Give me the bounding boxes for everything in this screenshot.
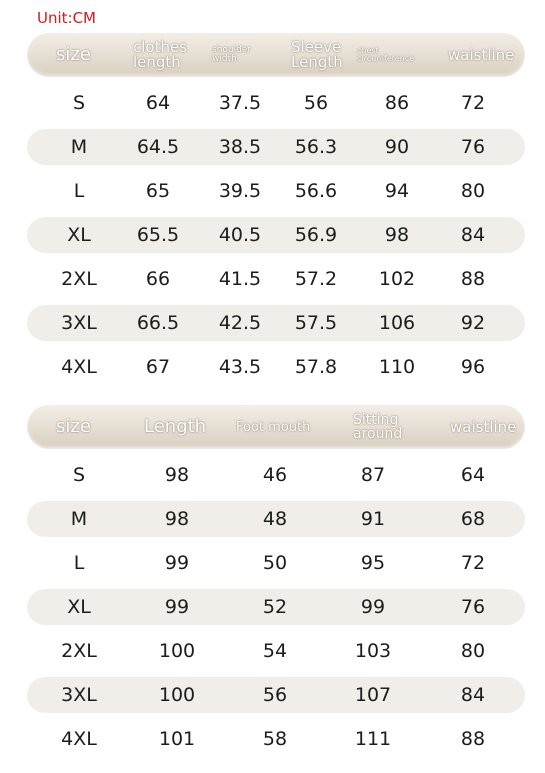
- measurement-cell: 56: [303, 92, 329, 114]
- measurement-cell: 98: [164, 508, 190, 530]
- table-row: [27, 589, 525, 625]
- measurement-cell: 84: [460, 684, 486, 706]
- measurement-cell: 76: [460, 136, 486, 158]
- measurement-cell: 90: [384, 136, 410, 158]
- measurement-cell: 91: [360, 508, 386, 530]
- measurement-cell: 72: [460, 92, 486, 114]
- top-table-header: [27, 33, 525, 77]
- table-row: [27, 677, 525, 713]
- bottom-table-rows: [27, 457, 525, 757]
- measurement-cell: 68: [460, 508, 486, 530]
- unit-label: Unit:CM: [37, 9, 97, 27]
- measurement-cell: 43.5: [218, 356, 262, 378]
- measurement-cell: 94: [384, 180, 410, 202]
- measurement-cell: 56.6: [294, 180, 338, 202]
- measurement-cell: 98: [384, 224, 410, 246]
- size-cell: L: [73, 180, 85, 202]
- measurement-cell: 101: [158, 728, 196, 750]
- table-row: [27, 501, 525, 537]
- size-cell: XL: [67, 596, 91, 618]
- bottom-table-header: [27, 405, 525, 449]
- measurement-cell: 66: [145, 268, 171, 290]
- table-row: [27, 633, 525, 669]
- measurement-cell: 100: [158, 640, 196, 662]
- size-cell: XL: [67, 224, 91, 246]
- measurement-cell: 99: [360, 596, 386, 618]
- measurement-cell: 106: [378, 312, 416, 334]
- header-waistline: waistline: [450, 417, 517, 436]
- measurement-cell: 92: [460, 312, 486, 334]
- measurement-cell: 58: [262, 728, 288, 750]
- measurement-cell: 38.5: [218, 136, 262, 158]
- measurement-cell: 56.3: [294, 136, 338, 158]
- header-length: Length: [144, 416, 207, 437]
- measurement-cell: 41.5: [218, 268, 262, 290]
- measurement-cell: 50: [262, 552, 288, 574]
- size-cell: 2XL: [61, 640, 97, 662]
- table-row: [27, 349, 525, 385]
- table-row: [27, 173, 525, 209]
- measurement-cell: 96: [460, 356, 486, 378]
- measurement-cell: 56: [262, 684, 288, 706]
- measurement-cell: 67: [145, 356, 171, 378]
- measurement-cell: 72: [460, 552, 486, 574]
- header-size: size: [56, 44, 91, 65]
- measurement-cell: 95: [360, 552, 386, 574]
- size-cell: M: [70, 508, 88, 530]
- size-cell: 4XL: [61, 728, 97, 750]
- header-sleeve-length: Sleeve Length: [291, 38, 343, 71]
- measurement-cell: 80: [460, 180, 486, 202]
- table-row: [27, 305, 525, 341]
- top-table-rows: [27, 85, 525, 385]
- size-cell: L: [73, 552, 85, 574]
- measurement-cell: 54: [262, 640, 288, 662]
- header-waistline: waistline: [448, 45, 515, 64]
- measurement-cell: 64: [460, 464, 486, 486]
- header-clothes-length: clothes length: [133, 38, 188, 71]
- table-row: [27, 217, 525, 253]
- measurement-cell: 80: [460, 640, 486, 662]
- measurement-cell: 87: [360, 464, 386, 486]
- header-sitting-around: Sitting around: [353, 412, 403, 442]
- measurement-cell: 100: [158, 684, 196, 706]
- table-row: [27, 457, 525, 493]
- measurement-cell: 110: [378, 356, 416, 378]
- size-cell: 3XL: [61, 312, 97, 334]
- size-cell: S: [72, 92, 86, 114]
- measurement-cell: 56.9: [294, 224, 338, 246]
- measurement-cell: 88: [460, 268, 486, 290]
- measurement-cell: 102: [378, 268, 416, 290]
- size-cell: 4XL: [61, 356, 97, 378]
- measurement-cell: 64: [145, 92, 171, 114]
- size-cell: 2XL: [61, 268, 97, 290]
- table-row: [27, 85, 525, 121]
- measurement-cell: 86: [384, 92, 410, 114]
- measurement-cell: 57.2: [294, 268, 338, 290]
- measurement-cell: 48: [262, 508, 288, 530]
- measurement-cell: 99: [164, 596, 190, 618]
- measurement-cell: 57.5: [294, 312, 338, 334]
- measurement-cell: 65: [145, 180, 171, 202]
- measurement-cell: 40.5: [218, 224, 262, 246]
- measurement-cell: 42.5: [218, 312, 262, 334]
- table-row: [27, 261, 525, 297]
- measurement-cell: 52: [262, 596, 288, 618]
- measurement-cell: 46: [262, 464, 288, 486]
- size-cell: S: [72, 464, 86, 486]
- table-row: [27, 545, 525, 581]
- measurement-cell: 76: [460, 596, 486, 618]
- measurement-cell: 103: [354, 640, 392, 662]
- top-size-table: [27, 33, 525, 385]
- table-row: [27, 129, 525, 165]
- measurement-cell: 111: [354, 728, 392, 750]
- measurement-cell: 84: [460, 224, 486, 246]
- measurement-cell: 39.5: [218, 180, 262, 202]
- measurement-cell: 98: [164, 464, 190, 486]
- header-size: size: [56, 416, 91, 437]
- measurement-cell: 107: [354, 684, 392, 706]
- measurement-cell: 57.8: [294, 356, 338, 378]
- table-row: [27, 721, 525, 757]
- measurement-cell: 64.5: [136, 136, 180, 158]
- size-cell: M: [70, 136, 88, 158]
- measurement-cell: 37.5: [218, 92, 262, 114]
- header-shoulder-width: shoulder width: [212, 45, 252, 64]
- bottom-size-table: [27, 405, 525, 757]
- measurement-cell: 66.5: [136, 312, 180, 334]
- measurement-cell: 65.5: [136, 224, 180, 246]
- measurement-cell: 99: [164, 552, 190, 574]
- header-chest-circumference: chest circumference: [357, 46, 415, 63]
- header-foot-mouth: Foot mouth: [236, 419, 311, 435]
- size-cell: 3XL: [61, 684, 97, 706]
- measurement-cell: 88: [460, 728, 486, 750]
